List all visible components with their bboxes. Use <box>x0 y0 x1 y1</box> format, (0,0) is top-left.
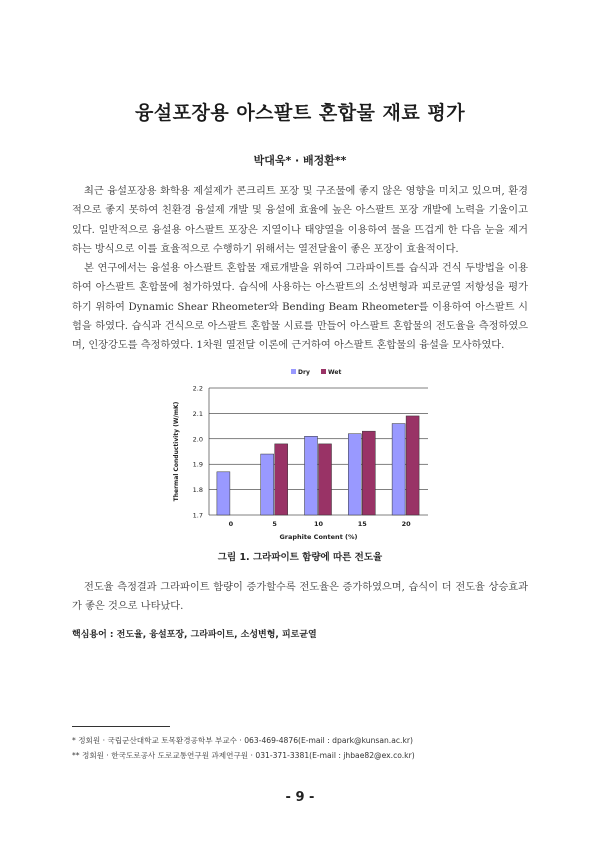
y-tick-label: 2.1 <box>192 409 203 418</box>
x-tick-label: 0 <box>228 520 234 528</box>
abstract-paragraph-2: 본 연구에서는 융설용 아스팔트 혼합물 재료개발을 위하여 그라파이트를 습식과 건식 두방법을 이용하여 아스팔트 혼합물에 첨가하였다. 습식에 사용하는 아스팔트의 소성변형과 피로균열 저항성을 평가하기 위하여 Dynamic Shear Rheometer와 Bending Beam Rheometer를 이용하여 아스팔트 시험을 하였다. 습식과 건식으로 아스팔트 혼합물 시료를 만들어 아스팔트 혼합물의 전도율을 측정하였으며, 인장강도를 측정하였다. 1차원 열전달 이론에 근거하여 아스팔트 혼합물의 융설을 모사하였다. <box>72 263 528 352</box>
thermal-conductivity-chart <box>166 366 436 546</box>
bar-wet-15 <box>362 431 375 515</box>
bar-dry-15 <box>348 434 361 515</box>
legend-swatch-wet <box>321 369 326 374</box>
y-tick-label: 2.2 <box>192 384 203 393</box>
y-tick-label: 1.8 <box>192 486 203 495</box>
y-axis-label: Thermal Conductivity (W/mK) <box>173 401 180 502</box>
keywords: 핵심용어 : 전도율, 융설포장, 그라파이트, 소성변형, 피로균열 <box>72 630 317 640</box>
footnote-divider <box>72 726 170 727</box>
footnote-2: ** 정회원 · 한국도로공사 도로교통연구원 과제연구원 · 031-371-3381(E-mail : jhbae82@ex.co.kr) <box>72 751 415 760</box>
footnotes <box>72 733 532 763</box>
x-tick-label: 10 <box>313 520 324 528</box>
y-tick-label: 1.7 <box>192 511 203 520</box>
footnote-1: * 정회원 · 국립군산대학교 토목환경공학부 부교수 · 063-469-4876(E-mail : dpark@kunsan.ac.kr) <box>72 736 413 745</box>
y-tick-label: 2.0 <box>192 435 203 444</box>
abstract-paragraph-1: 최근 융설포장용 화학용 제설제가 콘크리트 포장 및 구조물에 좋지 않은 영향을 미치고 있으며, 환경적으로 좋지 못하여 친환경 융설제 개발 및 융설에 효율에 높은 아스팔트 포장 개발에 노력을 기울이고 있다. 일반적으로 융설용 아스팔트 포장은 지열이나 태양열을 이용하여 물을 뜨겁게 한 다음 눈을 제거하는 방식으로 이를 효율적으로 수행하기 위해서는 열전달율이 좋은 포장이 효율적이다. <box>72 186 528 255</box>
x-tick-label: 15 <box>357 520 367 528</box>
x-tick-label: 20 <box>401 520 411 528</box>
bar-dry-10 <box>305 436 318 515</box>
x-tick-label: 5 <box>272 520 277 528</box>
bar-dry-5 <box>261 454 274 515</box>
result-paragraph: 전도율 측정결과 그라파이트 함량이 증가할수록 전도율은 증가하였으며, 습식이 더 전도율 상승효과가 좋은 것으로 나타났다. <box>72 582 528 613</box>
legend-label-wet: Wet <box>328 369 342 376</box>
paper-title: 융설포장용 아스팔트 혼합물 재료 평가 <box>134 102 466 124</box>
x-axis-label: Graphite Content (%) <box>279 533 358 541</box>
page-number: - 9 - <box>285 790 315 805</box>
legend-label-dry: Dry <box>298 369 310 376</box>
bar-wet-5 <box>275 444 288 515</box>
y-tick-label: 1.9 <box>192 460 203 469</box>
result-text <box>72 578 528 617</box>
legend-swatch-dry <box>291 369 296 374</box>
author-line: 박대욱* · 배정환** <box>253 154 347 167</box>
bar-wet-20 <box>406 416 419 515</box>
bar-dry-20 <box>392 424 405 515</box>
figure-caption: 그림 1. 그라파이트 함량에 따른 전도율 <box>217 552 383 563</box>
bar-dry-0 <box>217 472 230 515</box>
bar-wet-10 <box>319 444 332 515</box>
abstract <box>72 182 528 356</box>
